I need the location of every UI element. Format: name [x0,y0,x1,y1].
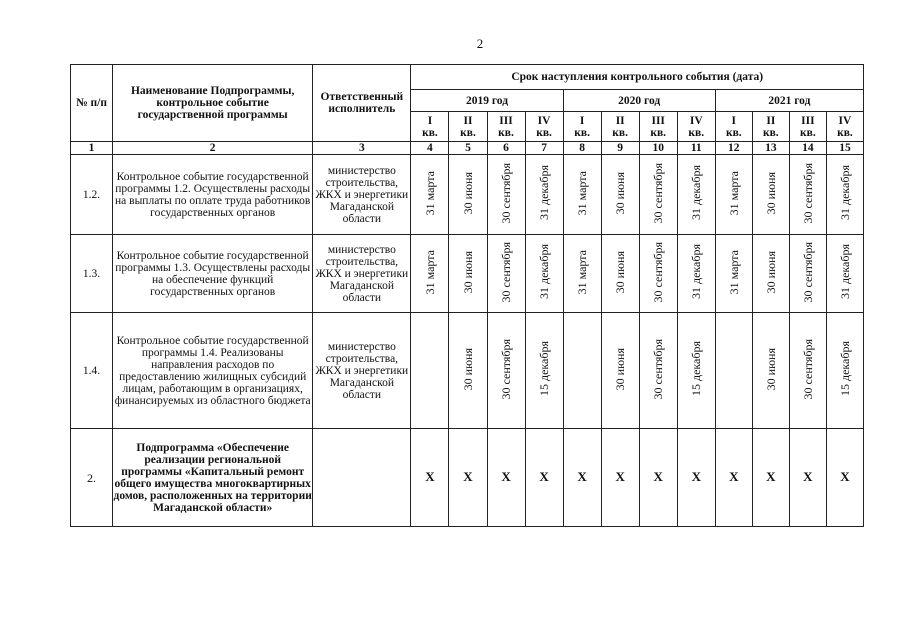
deadline-date: 30 июня [460,347,475,391]
deadline-cell [715,235,752,313]
header-num: № п/п [71,65,113,142]
deadline-cell [411,429,449,527]
deadline-cell [525,429,563,527]
table-row [71,155,864,235]
column-number: 6 [487,142,525,155]
header-quarter [677,112,715,142]
not-applicable-mark: X [539,469,549,484]
executor [313,429,411,527]
deadline-date: 31 марта [575,249,590,295]
deadline-date: 30 июня [613,171,628,215]
header-quarter [563,112,601,142]
header-year-2019: 2019 год [411,90,563,112]
table-row [71,429,864,527]
deadline-cell [677,235,715,313]
event-name: Контрольное событие государственной программы 1.4. Реализованы направления расходов по предоставлению жилищных субсидий лицам, работающим в организациях, финансируемых из областного бюджета [113,313,313,429]
quarter-roman: III [651,114,665,127]
header-quarter [525,112,563,142]
deadline-cell [752,429,789,527]
deadline-date: 31 декабря [537,165,552,221]
row-number: 1.2. [71,155,113,235]
deadline-cell [789,313,826,429]
deadline-cell [639,313,677,429]
deadline-date: 30 июня [763,347,778,391]
deadline-date: 31 декабря [537,244,552,300]
not-applicable-mark: X [840,469,850,484]
deadline-cell [789,235,826,313]
deadline-date: 31 марта [726,170,741,216]
quarter-suffix: кв. [725,126,742,139]
page-number: 2 [476,36,484,51]
deadline-date: 30 июня [763,171,778,215]
deadline-cell [449,429,487,527]
not-applicable-mark: X [803,469,813,484]
executor: министерство строительства, ЖКХ и энергетики Магаданской области [313,235,411,313]
header-quarter [789,112,826,142]
table-row [71,313,864,429]
header-quarter [449,112,487,142]
header-quarter [752,112,789,142]
deadline-cell [487,235,525,313]
deadline-cell [449,155,487,235]
deadline-date: 30 сентября [800,241,815,303]
deadline-date: 31 декабря [837,244,852,300]
table-row [71,235,864,313]
deadline-date: 30 сентября [800,338,815,400]
column-number: 11 [677,142,715,155]
quarter-roman: II [615,114,625,127]
not-applicable-mark: X [653,469,663,484]
deadline-cell [525,313,563,429]
header-quarter [487,112,525,142]
deadline-date: 30 сентября [651,338,666,400]
deadline-cell [715,155,752,235]
column-number: 14 [789,142,826,155]
deadline-cell [411,313,449,429]
deadline-cell [639,155,677,235]
executor: министерство строительства, ЖКХ и энергетики Магаданской области [313,313,411,429]
column-number: 7 [525,142,563,155]
deadline-date: 31 марта [726,249,741,295]
deadline-date: 30 сентября [499,338,514,400]
deadline-cell [826,429,863,527]
deadline-cell [563,313,601,429]
deadline-cell [715,429,752,527]
deadline-date: 31 марта [422,249,437,295]
control-events-table [70,64,864,527]
deadline-cell [601,235,639,313]
deadline-cell [677,429,715,527]
header-executor: Ответственный исполнитель [313,65,411,142]
deadline-cell [487,155,525,235]
quarter-suffix: кв. [688,126,705,139]
deadline-date: 30 сентября [651,241,666,303]
quarter-roman: I [731,114,737,127]
deadline-cell [826,313,863,429]
deadline-date: 15 декабря [537,341,552,397]
deadline-cell [601,313,639,429]
deadline-cell [525,155,563,235]
header-name: Наименование Подпрограммы, контрольное событие государственной программы [113,65,313,142]
quarter-roman: III [499,114,513,127]
deadline-cell [639,235,677,313]
quarter-suffix: кв. [460,126,476,139]
deadline-cell [563,235,601,313]
not-applicable-mark: X [615,469,625,484]
column-number: 1 [71,142,113,155]
column-number: 15 [826,142,863,155]
header-year-2021: 2021 год [715,90,863,112]
deadline-cell [715,313,752,429]
event-name: Контрольное событие государственной программы 1.2. Осуществлены расходы на выплаты по оплате труда работников государственных органов [113,155,313,235]
deadline-date: 30 июня [613,347,628,391]
quarter-suffix: кв. [762,126,779,139]
deadline-cell [826,155,863,235]
deadline-cell [563,429,601,527]
not-applicable-mark: X [729,469,739,484]
deadline-date: 31 декабря [689,165,704,221]
row-number: 2. [71,429,113,527]
column-number: 5 [449,142,487,155]
column-number: 13 [752,142,789,155]
not-applicable-mark: X [425,469,435,484]
deadline-date: 31 марта [422,170,437,216]
not-applicable-mark: X [501,469,511,484]
deadline-cell [601,429,639,527]
deadline-date: 30 сентября [800,162,815,224]
deadline-cell [563,155,601,235]
deadline-date: 31 декабря [689,244,704,300]
deadline-date: 31 марта [575,170,590,216]
deadline-cell [601,155,639,235]
deadline-cell [677,313,715,429]
deadline-date: 30 июня [460,171,475,215]
quarter-roman: I [427,114,433,127]
column-number: 2 [113,142,313,155]
column-number: 10 [639,142,677,155]
column-number: 9 [601,142,639,155]
header-quarter [639,112,677,142]
quarter-suffix: кв. [498,126,514,139]
deadline-date: 15 декабря [837,341,852,397]
quarter-suffix: кв. [650,126,667,139]
deadline-cell [525,235,563,313]
event-name: Подпрограмма «Обеспечение реализации региональной программы «Капитальный ремонт общего имущества многоквартирных домов, расположенных на территории Магаданской области» [113,429,313,527]
deadline-cell [789,155,826,235]
deadline-cell [487,429,525,527]
deadline-date: 31 декабря [837,165,852,221]
header-quarter [826,112,863,142]
deadline-cell [752,235,789,313]
row-number: 1.3. [71,235,113,313]
deadline-cell [752,313,789,429]
deadline-cell [411,235,449,313]
deadline-cell [752,155,789,235]
quarter-roman: IV [689,114,703,127]
not-applicable-mark: X [691,469,701,484]
column-number: 3 [313,142,411,155]
event-name: Контрольное событие государственной программы 1.3. Осуществлены расходы на обеспечение функций государственных органов [113,235,313,313]
quarter-suffix: кв. [574,126,590,139]
deadline-cell [639,429,677,527]
deadline-date: 15 декабря [689,341,704,397]
deadline-date: 30 июня [460,250,475,294]
deadline-date: 30 сентября [499,162,514,224]
column-number: 8 [563,142,601,155]
quarter-suffix: кв. [536,126,552,139]
quarter-roman: IV [537,114,551,127]
deadline-cell [449,235,487,313]
not-applicable-mark: X [577,469,587,484]
column-number: 4 [411,142,449,155]
deadline-cell [411,155,449,235]
header-deadline: Срок наступления контрольного события (дата) [411,65,864,90]
quarter-suffix: кв. [800,126,816,139]
quarter-roman: IV [838,114,852,127]
quarter-roman: II [463,114,473,127]
quarter-roman: I [579,114,585,127]
not-applicable-mark: X [463,469,473,484]
column-number: 12 [715,142,752,155]
header-quarter [715,112,752,142]
deadline-cell [789,429,826,527]
quarter-suffix: кв. [837,126,853,139]
deadline-cell [487,313,525,429]
header-quarter [601,112,639,142]
quarter-roman: III [801,114,815,127]
header-year-2020: 2020 год [563,90,715,112]
deadline-date: 30 июня [763,250,778,294]
quarter-roman: II [766,114,776,127]
deadline-date: 30 июня [613,250,628,294]
deadline-cell [677,155,715,235]
deadline-date: 30 сентября [651,162,666,224]
not-applicable-mark: X [766,469,776,484]
deadline-cell [449,313,487,429]
deadline-cell [826,235,863,313]
header-quarter [411,112,449,142]
executor: министерство строительства, ЖКХ и энергетики Магаданской области [313,155,411,235]
row-number: 1.4. [71,313,113,429]
quarter-suffix: кв. [422,126,438,139]
deadline-date: 30 сентября [499,241,514,303]
quarter-suffix: кв. [612,126,629,139]
